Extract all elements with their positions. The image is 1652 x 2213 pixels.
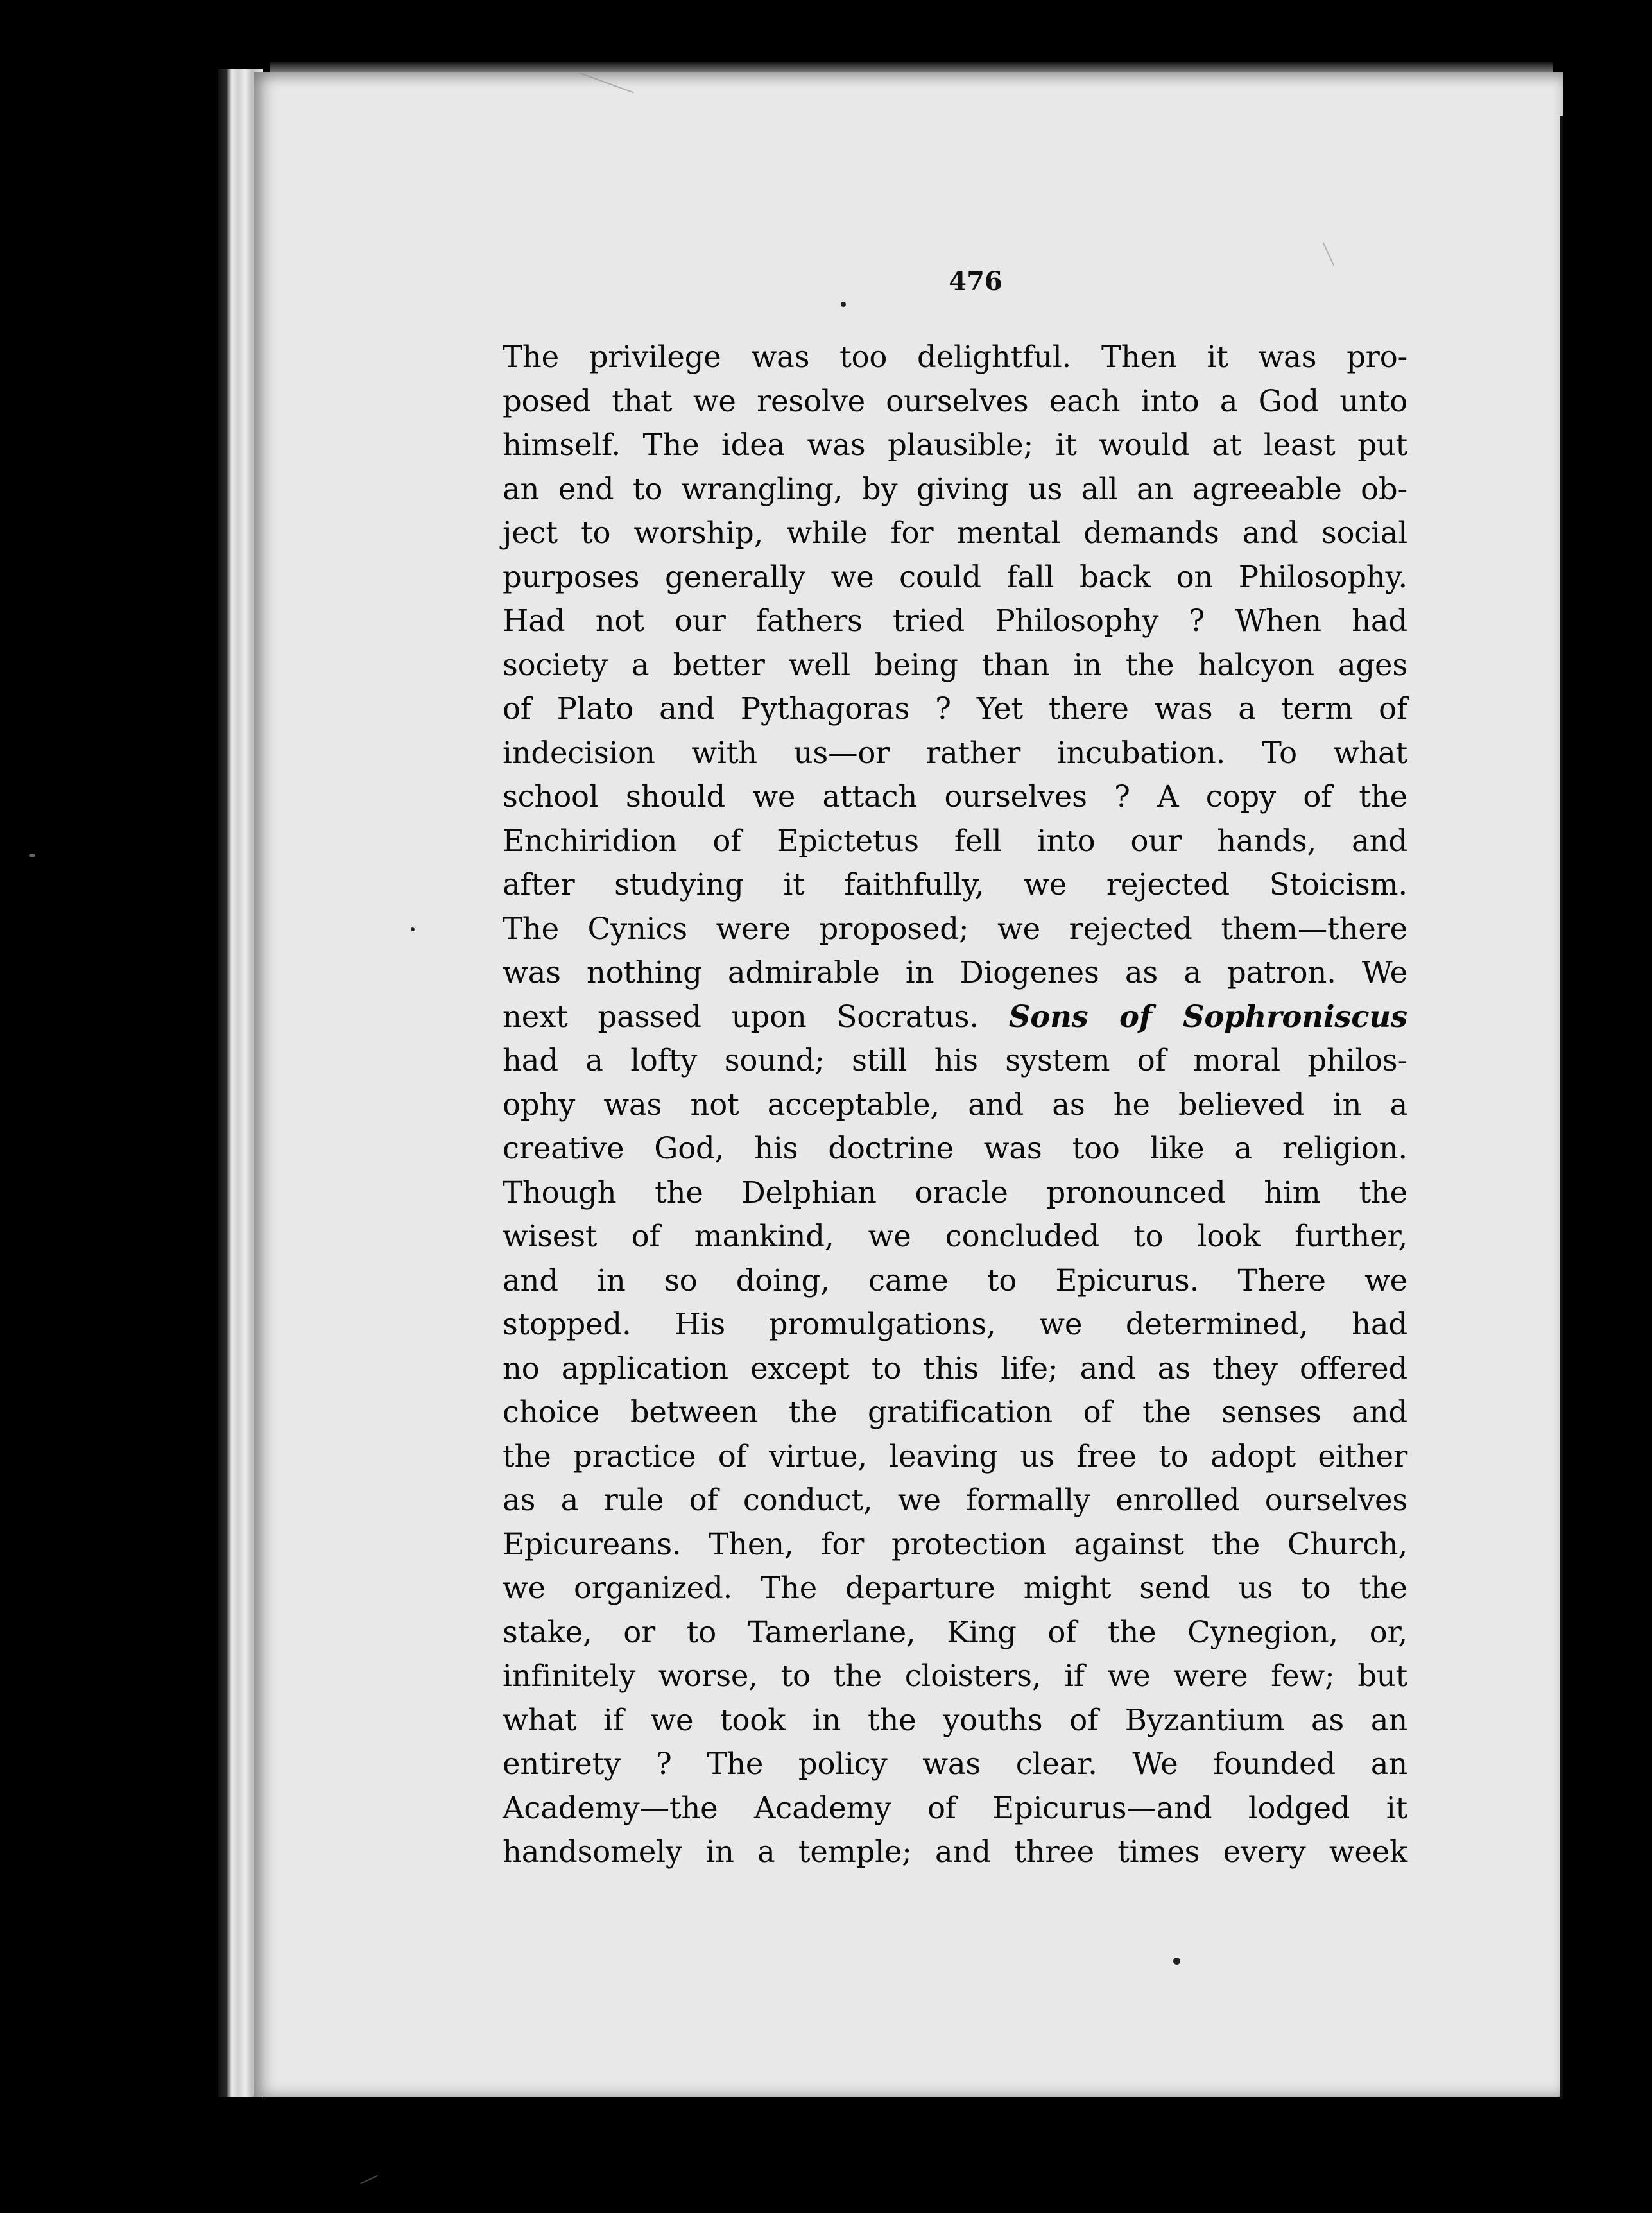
scan-speck <box>411 927 415 931</box>
text-line: stopped. His promulgations, we determined, had <box>503 1307 1407 1341</box>
italic-phrase: Sons of Sophroniscus <box>1008 998 1407 1034</box>
text-line: wisest of mankind, we concluded to look further, <box>503 1219 1407 1253</box>
scan-speck <box>841 302 846 307</box>
text-line: an end to wrangling, by giving us all an agreeable ob- <box>503 471 1407 506</box>
text-line-with-italic <box>503 995 1407 1039</box>
text-line: what if we took in the youths of Byzantium as an <box>503 1702 1407 1737</box>
page-number: 476 <box>949 266 1002 297</box>
text-line: the practice of virtue, leaving us free to adopt either <box>503 1438 1407 1474</box>
page-body-text <box>503 335 1407 1874</box>
text-line: stake, or to Tamerlane, King of the Cynegion, or, <box>503 1614 1407 1649</box>
text-line: The Cynics were proposed; we rejected them—there <box>503 911 1407 946</box>
text-line: ject to worship, while for mental demands and social <box>503 515 1407 550</box>
text-line: had a lofty sound; still his system of moral philos- <box>503 1043 1407 1078</box>
text-line: ophy was not acceptable, and as he believed in a <box>503 1087 1407 1122</box>
text-line: we organized. The departure might send us to the <box>503 1571 1407 1605</box>
text-line: no application except to this life; and as they offered <box>503 1350 1407 1386</box>
text-line: Enchiridion of Epictetus fell into our hands, and <box>503 823 1407 858</box>
text-line: Epicureans. Then, for protection against the Church, <box>503 1526 1407 1562</box>
text-line: indecision with us—or rather incubation. To what <box>503 735 1407 770</box>
text-line: entirety ? The policy was clear. We founded an <box>503 1746 1407 1781</box>
text-line: after studying it faithfully, we rejected Stoicism. <box>503 867 1407 902</box>
text-line: of Plato and Pythagoras ? Yet there was a term of <box>503 691 1407 726</box>
text-line: Though the Delphian oracle pronounced him the <box>503 1175 1407 1210</box>
text-line: Academy—the Academy of Epicurus—and lodged it <box>503 1790 1407 1825</box>
scan-speck <box>29 854 35 857</box>
text-line: Had not our fathers tried Philosophy ? When had <box>503 603 1407 638</box>
text-line: The privilege was too delightful. Then it was pro- <box>503 340 1407 374</box>
text-line: was nothing admirable in Diogenes as a patron. We <box>503 955 1407 990</box>
text-line: creative God, his doctrine was too like a religion. <box>503 1131 1407 1166</box>
text-line: and in so doing, came to Epicurus. There we <box>503 1262 1407 1298</box>
text-line: himself. The idea was plausible; it would at least put <box>503 427 1407 462</box>
text-line: society a better well being than in the halcyon ages <box>503 647 1407 682</box>
text-line: posed that we resolve ourselves each into a God unto <box>503 383 1407 418</box>
text-line: choice between the gratification of the senses and <box>503 1395 1407 1429</box>
text-line: as a rule of conduct, we formally enrolled ourselves <box>503 1483 1407 1517</box>
text-line: purposes generally we could fall back on Philosophy. <box>503 559 1407 594</box>
text-line: handsomely in a temple; and three times every week <box>503 1834 1407 1869</box>
text-line: school should we attach ourselves ? A copy of the <box>503 779 1407 814</box>
text-line-start: next passed upon Socratus. <box>503 999 979 1034</box>
facing-page-edge <box>1563 116 1652 2099</box>
scan-speck <box>1173 1958 1180 1965</box>
text-line: infinitely worse, to the cloisters, if we were few; but <box>503 1658 1407 1693</box>
